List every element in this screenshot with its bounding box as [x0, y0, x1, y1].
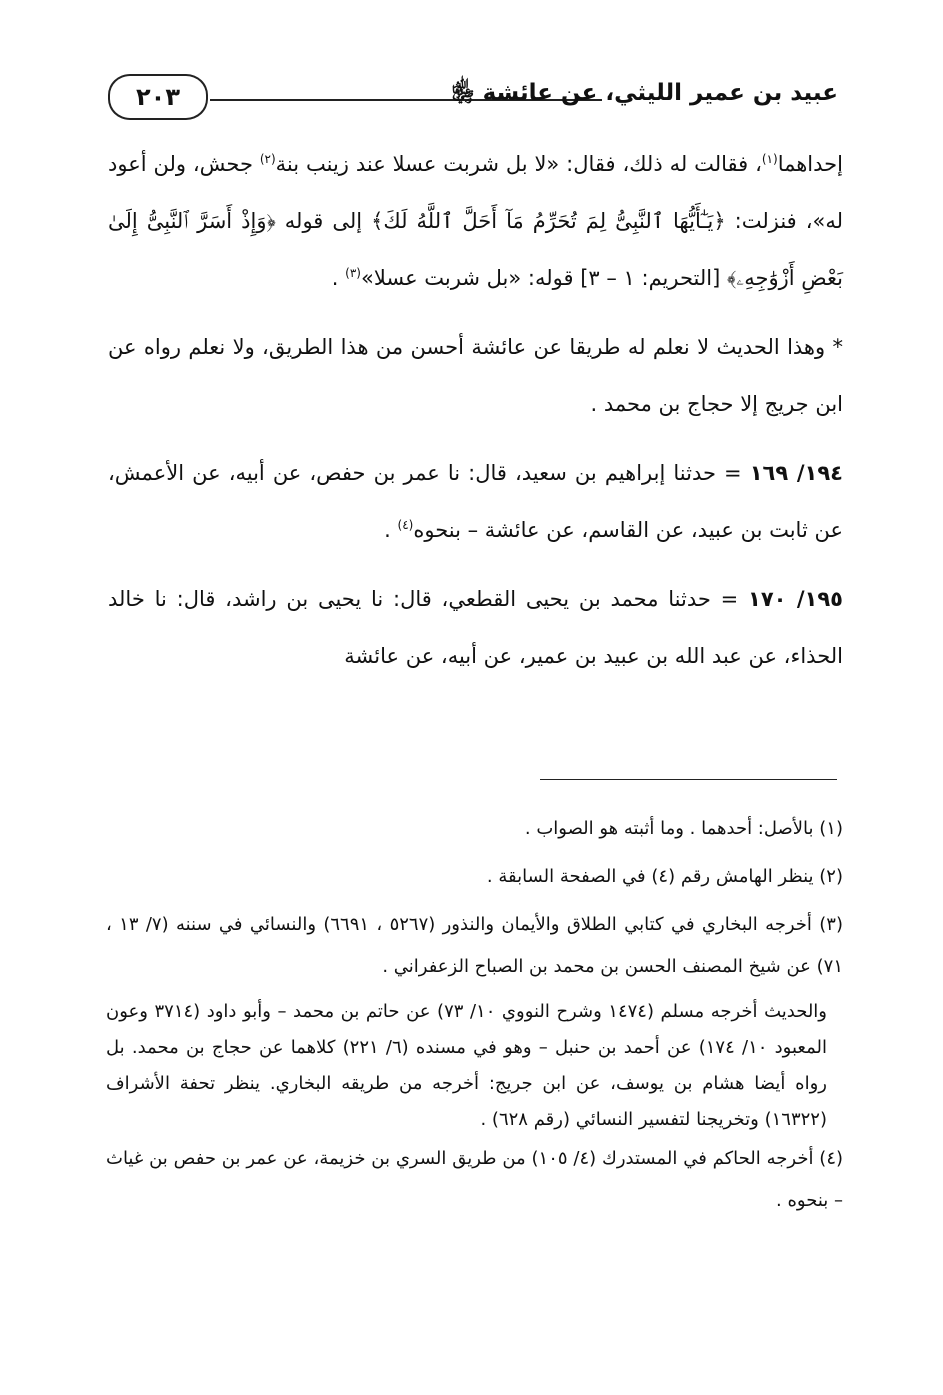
running-title: عبيد بن عمير الليثي، عن عائشة ﵂	[451, 80, 838, 106]
p1-text-b: ، فقالت له ذلك، فقال: «لا بل شربت عسلا عند زينب بنة	[275, 152, 762, 176]
p1-text-a: إحداهما	[777, 152, 843, 176]
paragraph-2: * وهذا الحديث لا نعلم له طريقا عن عائشة أحسن من هذا الطريق، ولا نعلم رواه عن ابن جريج إلا حجاج بن محمد .	[108, 335, 843, 416]
paragraph-1	[108, 136, 843, 307]
footnote-3: (٣) أخرجه البخاري في كتابي الطلاق والأيمان والنذور (٥٢٦٧ ، ٦٦٩١) والنسائي في سننه (٧/ ١٣ ، ٧١) عن شيخ المصنف الحسن بن محمد بن الصباح الزعفراني .	[106, 914, 843, 977]
footnote-2: (٢) ينظر الهامش رقم (٤) في الصفحة السابقة .	[486, 866, 843, 887]
footnotes	[106, 808, 843, 1222]
footnote-separator	[540, 779, 837, 780]
footnote-ref-4: (٤)	[397, 518, 414, 532]
main-text	[108, 136, 843, 685]
quran-verse-2: ﴿وَإِذْ أَسَرَّ ٱلنَّبِىُّ إِلَىٰ بَعْضِ أَزْوَٰجِهِۦ﴾	[108, 209, 843, 290]
p1-text-c: جحش، ولن أعود له»، فنزلت:	[108, 152, 844, 233]
footnote-ref-2: (٢)	[259, 152, 276, 166]
page-header	[108, 72, 838, 124]
footnote-ref-3: (٣)	[345, 266, 361, 280]
hadith-194	[108, 445, 843, 559]
hadith-text: = حدثنا إبراهيم بن سعيد، قال: نا عمر بن حفص، عن أبيه، عن الأعمش، عن ثابت بن عبيد، عن القاسم، عن عائشة – بنحوه	[108, 461, 843, 542]
p1-text-f: .	[331, 266, 346, 290]
footnote-ref-1: (١)	[761, 152, 778, 166]
hadith-text: = حدثنا محمد بن يحيى القطعي، قال: نا يحيى بن راشد، قال: نا خالد الحذاء، عن عبد الله بن عبيد بن عمير، عن أبيه، عن عائشة	[108, 587, 843, 668]
p1-text-e: [التحريم: ١ – ٣] قوله: «بل شربت عسلا»	[360, 266, 727, 290]
footnote-3-continued: والحديث أخرجه مسلم (١٤٧٤ وشرح النووي ١٠/ ٧٣) عن حاتم بن محمد – وأبو داود (٣٧١٤ وعون المعبود ١٠/ ١٧٤) عن أحمد بن حنبل – وهو في مسنده (٦/ ٢٢١) كلاهما عن حجاج بن محمد. بل رواه أيضا هشام بن يوسف، عن ابن جريج: أخرجه من طريقه البخاري. ينظر تحفة الأشراف (١٦٣٢٢) وتخريجنا لتفسير النسائي (رقم ٦٢٨) .	[106, 1001, 827, 1130]
hadith-number: ١٩٤/ ١٦٩	[749, 461, 843, 485]
quran-verse-1: ﴿يَـٰٓأَيُّهَا ٱلنَّبِىُّ لِمَ تُحَرِّمُ مَآ أَحَلَّ ٱللَّهُ لَكَ﴾	[371, 209, 726, 233]
hadith-end: .	[384, 518, 398, 542]
hadith-number: ١٩٥/ ١٧٠	[748, 587, 843, 611]
page-number-badge: ٢٠٣	[108, 74, 208, 120]
footnote-4: (٤) أخرجه الحاكم في المستدرك (٤/ ١٠٥) من طريق السري بن خزيمة، عن عمر بن حفص بن غياث – بنحوه .	[106, 1148, 844, 1211]
hadith-195	[108, 571, 843, 685]
p1-text-d: إلى قوله	[275, 209, 372, 233]
footnote-1: (١) بالأصل: أحدهما . وما أثبته هو الصواب .	[524, 818, 843, 839]
